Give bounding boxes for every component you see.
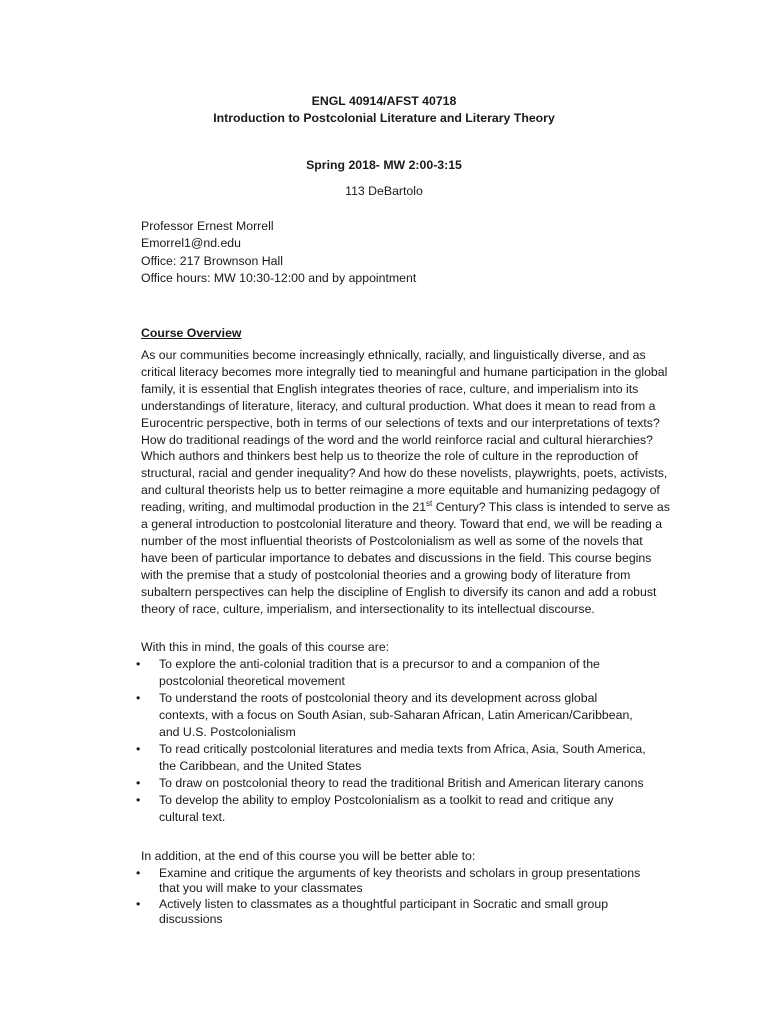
list-item (136, 656, 681, 690)
course-title: Introduction to Postcolonial Literature and Literary Theory (213, 111, 555, 125)
list-item-line: discussions (159, 911, 223, 926)
professor-email: Emorrel1@nd.edu (141, 236, 241, 251)
overview-line: critical literacy becomes more integrally tied to meaningful and humane participation in the global (141, 364, 668, 379)
overview-line: Which authors and thinkers best help us to theorize the role of culture in the reproduction of (141, 449, 638, 464)
goals-list (136, 656, 681, 826)
list-item-line: Actively listen to classmates as a thoughtful participant in Socratic and small group (159, 897, 609, 911)
overview-line-part: reading, writing, and multimodal production in the 21 (141, 500, 427, 515)
overview-line: a general introduction to postcolonial literature and theory. Toward that end, we will be reading a (141, 517, 663, 532)
list-item-line: cultural text. (159, 810, 226, 824)
bullet-icon: • (136, 866, 141, 880)
course-overview-heading: Course Overview (141, 326, 242, 340)
overview-line: and cultural theorists help us to better reimagine a more equitable and humanizing pedagogy of (141, 483, 660, 498)
list-item-line: To develop the ability to employ Postcolonialism as a toolkit to read and critique any (159, 793, 614, 807)
overview-line: theory of race, culture, imperialism, and intersectionality to its intellectual discourse. (141, 601, 595, 616)
overview-line: structural, racial and gender inequality? And how do these novelists, playwrights, poets, activists, (141, 466, 668, 481)
bullet-icon: • (136, 742, 141, 756)
course-term: Spring 2018- MW 2:00-3:15 (306, 158, 462, 172)
course-overview-paragraph (141, 347, 670, 618)
bullet-icon: • (136, 793, 141, 807)
list-item-line: To read critically postcolonial literatures and media texts from Africa, Asia, South America, (159, 742, 646, 756)
list-item-line: that you will make to your classmates (159, 880, 363, 895)
list-item-line: the Caribbean, and the United States (159, 759, 362, 773)
overview-line: subaltern perspectives can help the discipline of English to diversify its canon and add a robust (141, 584, 657, 599)
goals-intro: With this in mind, the goals of this course are: (141, 640, 390, 654)
superscript-st: st (426, 499, 433, 509)
overview-line-part: Century? This class is intended to serve as (432, 500, 670, 515)
list-item-line: To understand the roots of postcolonial theory and its development across global (159, 691, 598, 705)
bullet-icon: • (136, 691, 141, 705)
bullet-icon: • (136, 776, 141, 790)
bullet-icon: • (136, 897, 141, 911)
list-item-line: contexts, with a focus on South Asian, sub-Saharan African, Latin American/Caribbean, (159, 708, 633, 722)
list-item-line: postcolonial theoretical movement (159, 674, 345, 688)
list-item (136, 775, 681, 792)
list-item-line: To draw on postcolonial theory to read the traditional British and American literary canons (159, 776, 644, 790)
overview-line: As our communities become increasingly ethnically, racially, and linguistically diverse, and as (141, 348, 646, 362)
bullet-icon: • (136, 657, 141, 671)
list-item-line: To explore the anti-colonial tradition that is a precursor to and a companion of the (159, 657, 600, 671)
outcomes-intro: In addition, at the end of this course you will be better able to: (141, 849, 476, 863)
list-item-line: Examine and critique the arguments of key theorists and scholars in group presentations (159, 866, 641, 880)
list-item (136, 792, 681, 826)
list-item-line: and U.S. Postcolonialism (159, 725, 296, 739)
professor-hours: Office hours: MW 10:30-12:00 and by appointment (141, 270, 417, 285)
overview-line: number of the most influential theorists of Postcolonialism as well as some of the novels that (141, 533, 643, 548)
outcomes-list (136, 866, 681, 928)
overview-line: with the premise that a study of postcolonial theories and a growing body of literature from (141, 567, 631, 582)
course-room: 113 DeBartolo (345, 184, 423, 198)
list-item (136, 690, 681, 741)
overview-line: family, it is essential that English integrates theories of race, culture, and imperialism into its (141, 381, 639, 396)
professor-office: Office: 217 Brownson Hall (141, 253, 283, 268)
professor-name: Professor Ernest Morrell (141, 219, 274, 233)
overview-line: How do traditional readings of the word and the world reinforce racial and cultural hierarchies? (141, 432, 653, 447)
list-item (136, 741, 681, 775)
list-item (136, 897, 681, 926)
overview-line: have been of particular importance to debates and discussions in the field. This course begins (141, 550, 652, 565)
overview-line (141, 499, 670, 516)
list-item (136, 866, 681, 895)
overview-line: understandings of literature, literacy, and cultural production. What does it mean to read from a (141, 398, 656, 413)
course-code: ENGL 40914/AFST 40718 (311, 94, 457, 108)
professor-info (141, 218, 416, 287)
overview-line: Eurocentric perspective, both in terms of our selections of texts and our interpretations of texts? (141, 415, 660, 430)
